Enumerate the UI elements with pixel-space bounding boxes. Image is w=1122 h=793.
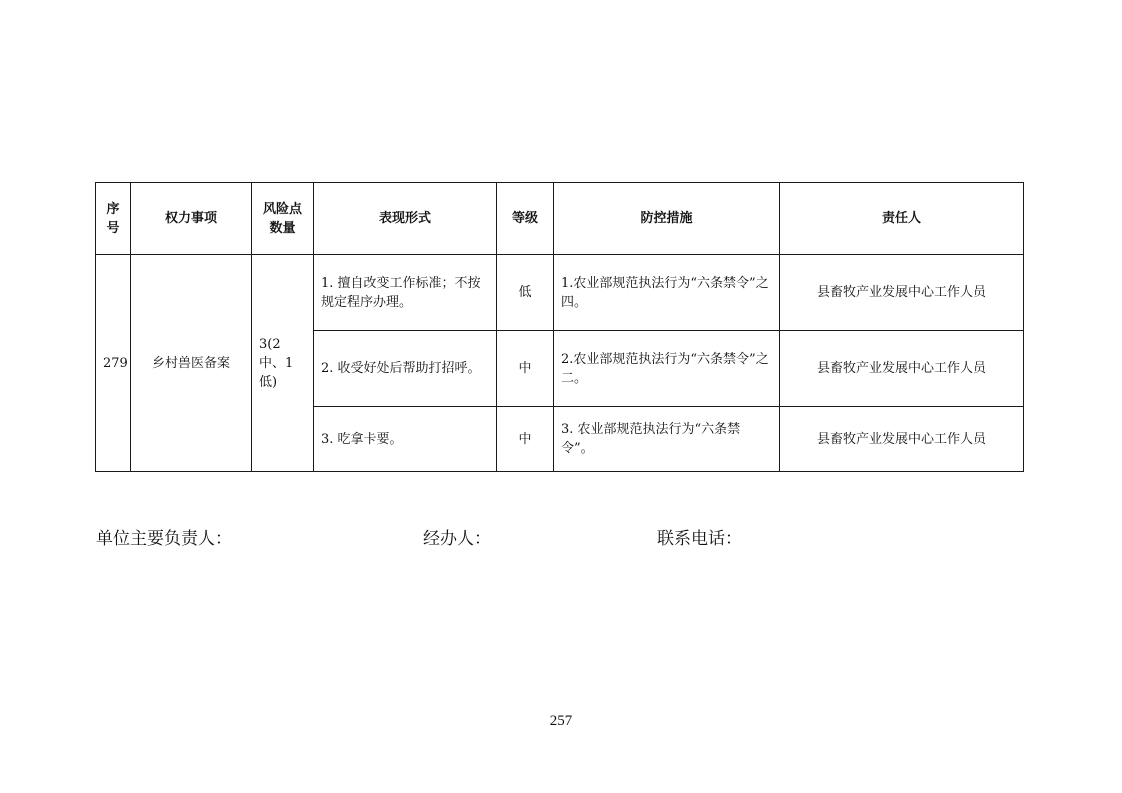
entry-risk-count: 3(2 中、1 低) — [252, 255, 314, 472]
entry-item: 乡村兽医备案 — [131, 255, 252, 472]
header-level: 等级 — [497, 183, 554, 255]
footer-leader-label: 单位主要负责人： — [96, 529, 232, 549]
footer-handler-label: 经办人： — [423, 529, 491, 549]
row-level: 中 — [497, 407, 554, 472]
header-seq: 序号 — [96, 183, 131, 255]
footer-phone-label: 联系电话： — [657, 529, 742, 549]
page-number: 257 — [549, 713, 573, 729]
row-form: 3. 吃拿卡要。 — [314, 407, 497, 472]
row-person: 县畜牧产业发展中心工作人员 — [780, 255, 1024, 331]
header-item: 权力事项 — [131, 183, 252, 255]
row-measures: 1.农业部规范执法行为“六条禁令”之四。 — [554, 255, 780, 331]
header-measures: 防控措施 — [554, 183, 780, 255]
row-measures: 2.农业部规范执法行为“六条禁令”之二。 — [554, 331, 780, 407]
entry-seq: 279 — [96, 255, 131, 472]
header-row — [96, 183, 1024, 255]
row-person: 县畜牧产业发展中心工作人员 — [780, 407, 1024, 472]
header-risk-count: 风险点数量 — [252, 183, 314, 255]
row-level: 中 — [497, 331, 554, 407]
row-form: 1. 擅自改变工作标准；不按规定程序办理。 — [314, 255, 497, 331]
risk-table — [95, 182, 1024, 472]
table-row — [96, 255, 1024, 331]
header-person: 责任人 — [780, 183, 1024, 255]
row-person: 县畜牧产业发展中心工作人员 — [780, 331, 1024, 407]
row-measures: 3. 农业部规范执法行为“六条禁令”。 — [554, 407, 780, 472]
row-level: 低 — [497, 255, 554, 331]
header-form: 表现形式 — [314, 183, 497, 255]
row-form: 2. 收受好处后帮助打招呼。 — [314, 331, 497, 407]
